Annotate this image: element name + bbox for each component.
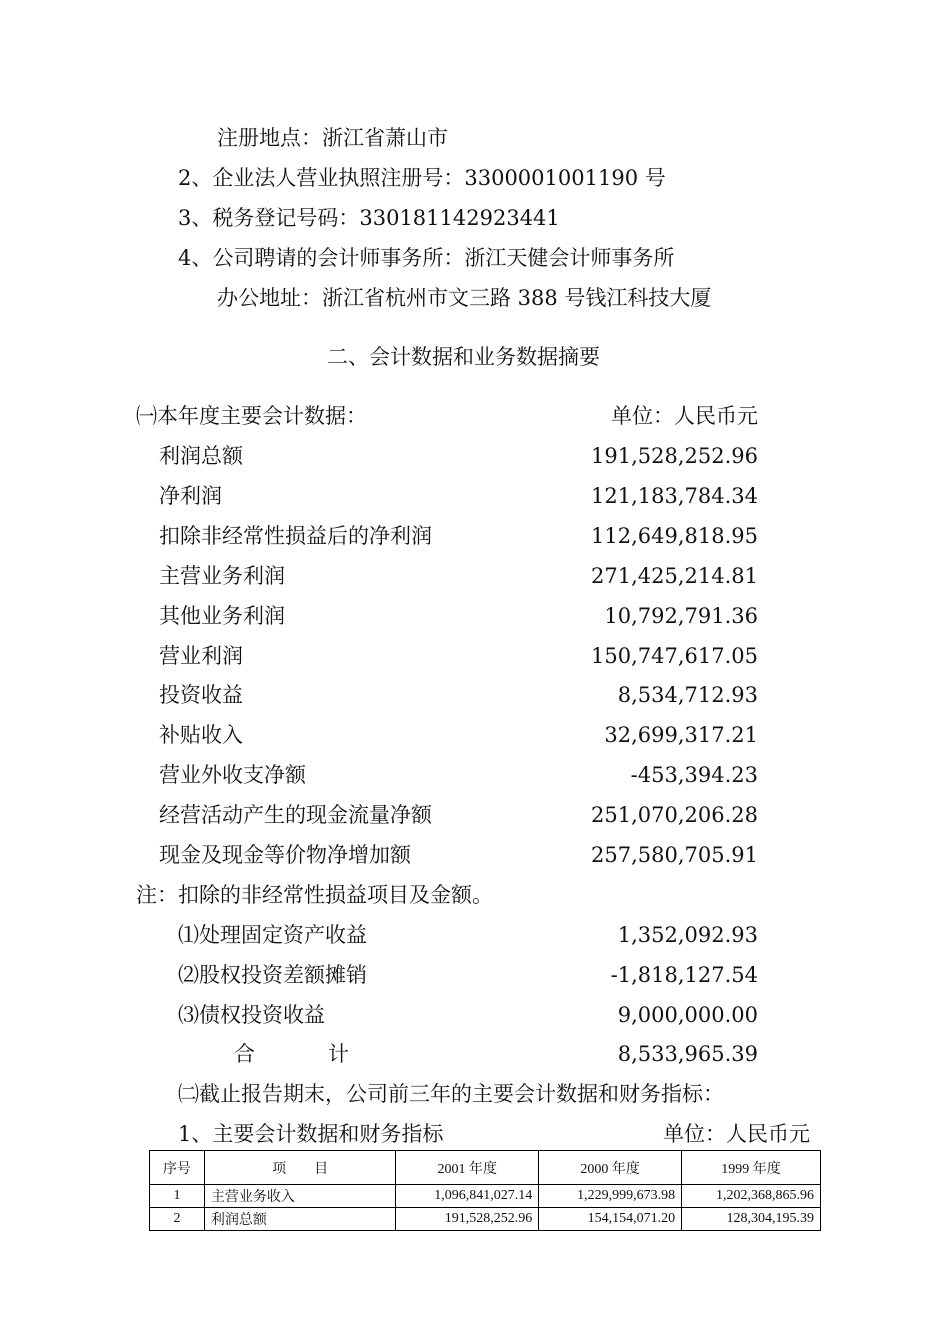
table-header: 1999 年度	[682, 1151, 821, 1185]
row-value: 251,070,206.28	[591, 803, 758, 827]
part2-subheading: 1、主要会计数据和财务指标	[178, 1122, 444, 1146]
table-header: 2000 年度	[539, 1151, 682, 1185]
table-header: 2001 年度	[396, 1151, 539, 1185]
note-heading: 注：扣除的非经常性损益项目及金额。	[136, 883, 493, 907]
row-label: 经营活动产生的现金流量净额	[159, 803, 432, 827]
table-cell: 1,202,368,865.96	[682, 1185, 821, 1208]
row-value: 257,580,705.91	[591, 843, 758, 867]
table-cell: 利润总额	[204, 1208, 395, 1231]
row-label: 补贴收入	[159, 723, 243, 747]
tax-registration: 3、税务登记号码：330181142923441	[178, 206, 560, 230]
row-value: -453,394.23	[630, 763, 758, 787]
table-cell: 1	[150, 1185, 205, 1208]
note-item-label: ⑶债权投资收益	[178, 1003, 325, 1027]
note-item-value: 9,000,000.00	[617, 1003, 758, 1027]
table-row	[150, 1185, 821, 1208]
row-label: 扣除非经常性损益后的净利润	[159, 524, 432, 548]
total-label-right: 计	[328, 1042, 349, 1066]
row-value: 191,528,252.96	[591, 444, 758, 468]
business-license: 2、企业法人营业执照注册号：3300001001190 号	[178, 166, 666, 190]
part2-unit: 单位：人民币元	[663, 1122, 810, 1146]
row-value: 121,183,784.34	[591, 484, 758, 508]
part2-heading: ㈡截止报告期末，公司前三年的主要会计数据和财务指标：	[178, 1082, 724, 1106]
part1-unit: 单位：人民币元	[611, 404, 758, 428]
row-value: 271,425,214.81	[591, 564, 758, 588]
accounting-firm: 4、公司聘请的会计师事务所：浙江天健会计师事务所	[178, 246, 675, 270]
note-item-value: -1,818,127.54	[610, 963, 758, 987]
row-value: 8,534,712.93	[617, 683, 758, 707]
note-item-value: 1,352,092.93	[617, 923, 758, 947]
table-row	[150, 1208, 821, 1231]
row-label: 其他业务利润	[159, 604, 285, 628]
registered-place: 注册地点：浙江省萧山市	[217, 126, 448, 150]
table-cell: 154,154,071.20	[539, 1208, 682, 1231]
table-cell: 主营业务收入	[204, 1185, 395, 1208]
total-label-left: 合	[234, 1042, 255, 1066]
table-header-row	[150, 1151, 821, 1185]
office-address: 办公地址：浙江省杭州市文三路 388 号钱江科技大厦	[217, 286, 712, 310]
row-label: 净利润	[159, 484, 222, 508]
total-value: 8,533,965.39	[617, 1042, 758, 1066]
financial-table	[149, 1150, 821, 1231]
note-item-label: ⑴处理固定资产收益	[178, 923, 367, 947]
row-label: 现金及现金等价物净增加额	[159, 843, 411, 867]
row-value: 32,699,317.21	[604, 723, 758, 747]
row-value: 10,792,791.36	[604, 604, 758, 628]
row-value: 112,649,818.95	[591, 524, 758, 548]
row-label: 营业外收支净额	[159, 763, 306, 787]
row-label: 投资收益	[159, 683, 243, 707]
table-cell: 1,229,999,673.98	[539, 1185, 682, 1208]
section-title: 二、会计数据和业务数据摘要	[327, 345, 600, 369]
table-cell: 1,096,841,027.14	[396, 1185, 539, 1208]
row-value: 150,747,617.05	[591, 644, 758, 668]
table-cell: 2	[150, 1208, 205, 1231]
table-header: 项 目	[204, 1151, 395, 1185]
row-label: 利润总额	[159, 444, 243, 468]
row-label: 主营业务利润	[159, 564, 285, 588]
row-label: 营业利润	[159, 644, 243, 668]
note-item-label: ⑵股权投资差额摊销	[178, 963, 367, 987]
table-header: 序号	[150, 1151, 205, 1185]
part1-heading: ㈠本年度主要会计数据：	[136, 404, 367, 428]
table-cell: 191,528,252.96	[396, 1208, 539, 1231]
table-cell: 128,304,195.39	[682, 1208, 821, 1231]
